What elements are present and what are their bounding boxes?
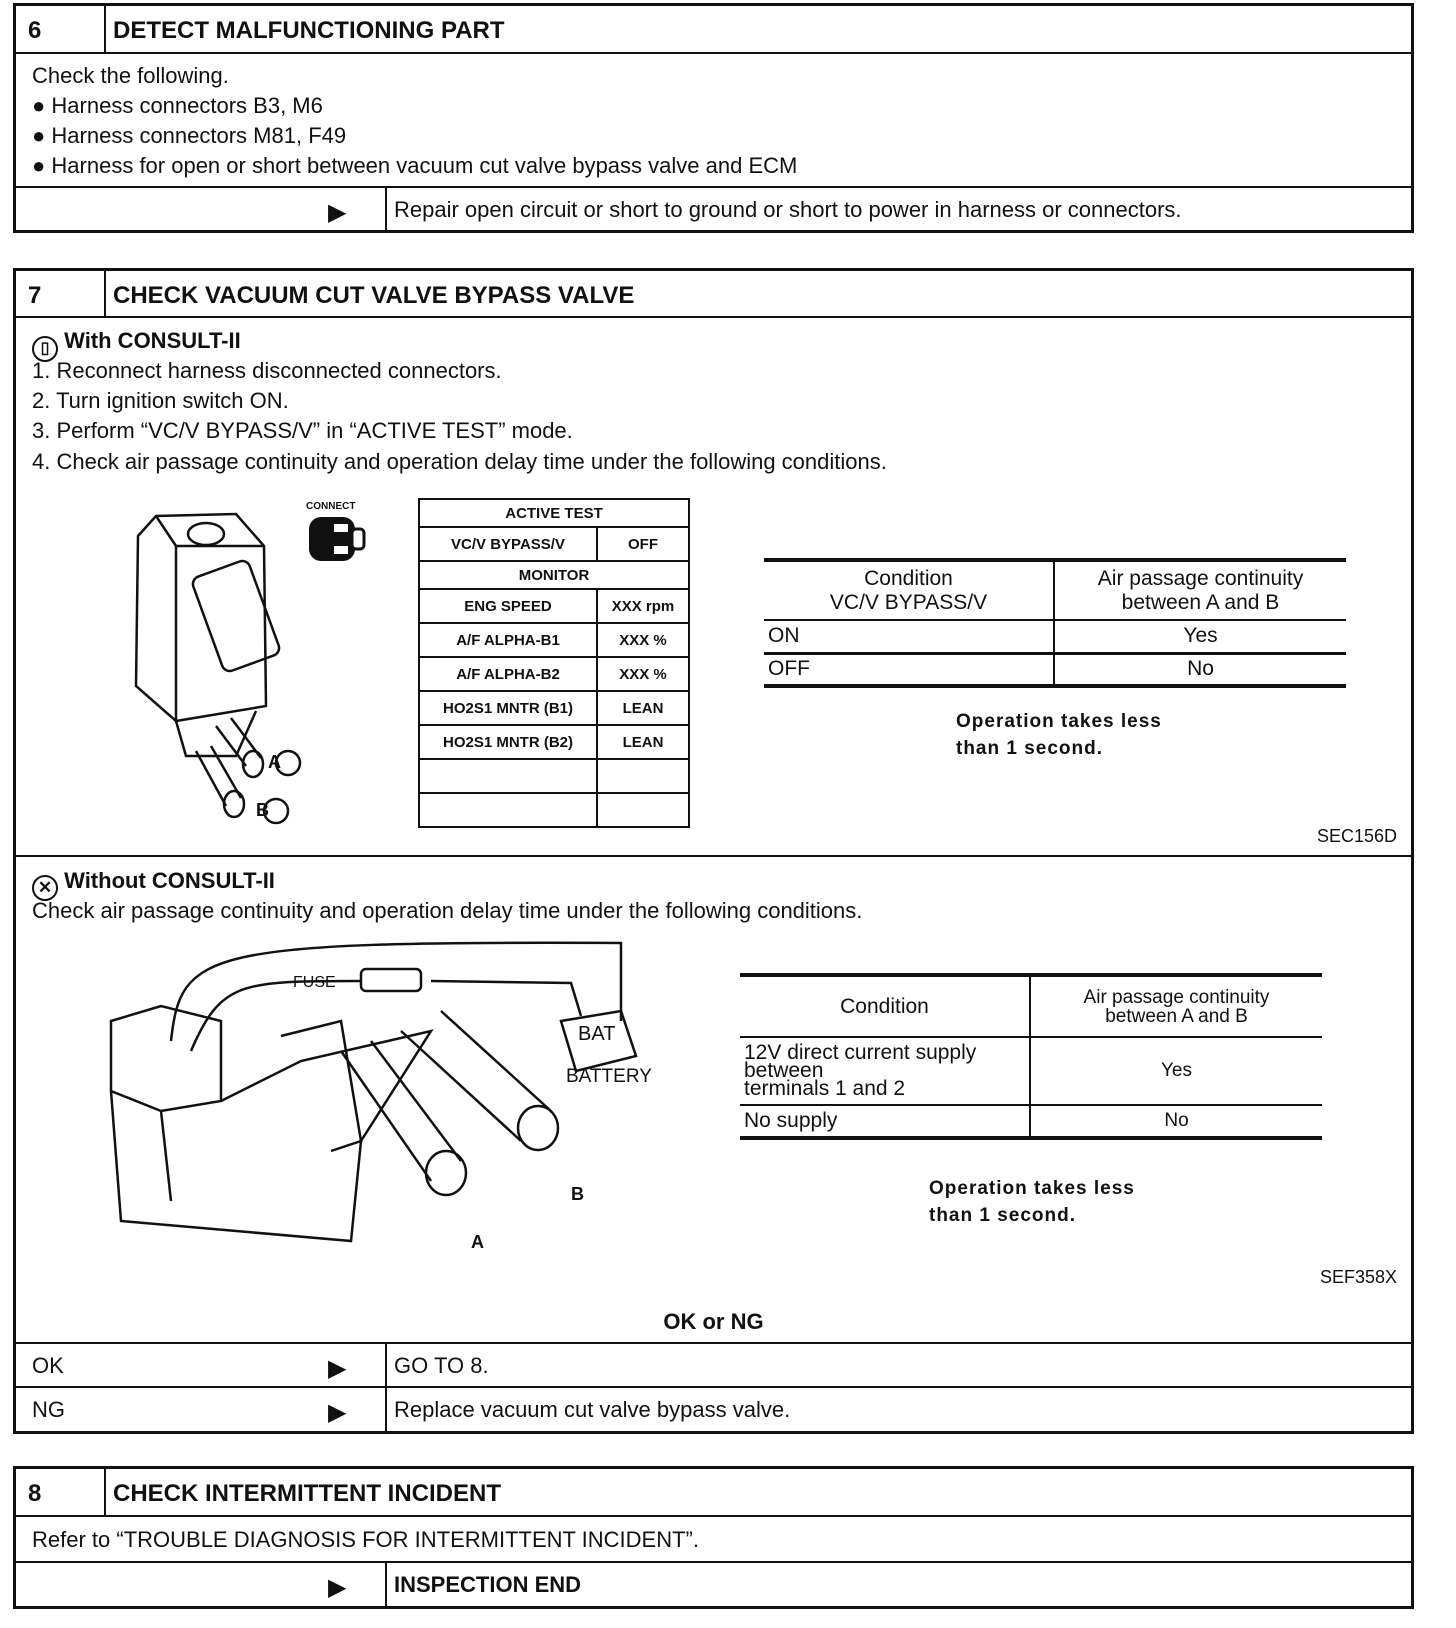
port-a-label: A [268,752,281,772]
monitor-row: HO2S1 MNTR (B2) LEAN [419,725,689,759]
header-continuity: Air passage continuity between A and B [1083,986,1270,1027]
ng-row [16,1386,1411,1431]
figure-id: SEF358X [1319,1267,1397,1287]
bullet-item: ● Harness connectors M81, F49 [32,123,347,148]
monitor-row: A/F ALPHA-B2 XXX % [419,657,689,691]
result-text: Repair open circuit or short to ground or short to power in harness or connectors. [394,197,1182,222]
no-consult-icon: ✕ [32,875,58,901]
divider [16,855,1411,857]
bullet-item: ● Harness for open or short between vacuum cut valve bypass valve and ECM [32,153,798,178]
continuity-table-consult [764,558,1346,688]
arrow-icon: ▶ [328,1399,347,1426]
step-number: 8 [28,1480,42,1507]
port-b-label: B [571,1184,584,1204]
monitor-row: HO2S1 MNTR (B1) LEAN [419,691,689,725]
monitor-row: A/F ALPHA-B1 XXX % [419,623,689,657]
step-item: 1. Reconnect harness disconnected connectors. [32,358,502,383]
bat-label: BAT [578,1023,616,1045]
step-7-header [16,271,1411,318]
battery-label: BATTERY [566,1066,652,1087]
header-condition: Condition [740,975,1030,1037]
test-item-value: OFF [597,527,689,561]
intro-text: Check the following. [32,63,229,88]
ng-result: Replace vacuum cut valve bypass valve. [394,1397,791,1422]
table-row: No supply No [740,1105,1322,1138]
valve-illustration [116,506,316,836]
without-consult-heading: ✕ Without CONSULT-II [32,868,275,901]
step-item: 3. Perform “VC/V BYPASS/V” in “ACTIVE TEST” mode. [32,418,573,443]
bullet-item: ● Harness connectors B3, M6 [32,93,323,118]
result-text: INSPECTION END [394,1572,582,1597]
active-test-table [418,498,690,828]
step-8-header [16,1469,1411,1517]
ok-row [16,1342,1411,1386]
without-text: Check air passage continuity and operation delay time under the following conditions. [32,898,863,923]
step-6-box [13,3,1414,233]
step-8-box [13,1466,1414,1609]
port-b-label: B [256,800,269,820]
fuse-label: FUSE [293,974,336,991]
step-item: 2. Turn ignition switch ON. [32,388,289,413]
step-number: 7 [28,282,42,309]
continuity-table-direct [740,973,1322,1140]
table-row: OFF No [764,653,1346,686]
ok-label: OK [32,1353,64,1378]
active-test-title: ACTIVE TEST [419,499,689,527]
step-7-box [13,268,1414,1434]
monitor-label: MONITOR [419,561,689,589]
note-line: Operation takes less [956,711,1162,732]
valve-battery-illustration [101,941,671,1271]
arrow-icon: ▶ [328,1574,347,1601]
header-condition: Condition VC/V BYPASS/V [764,560,1054,620]
consult-icon: ▯ [32,336,58,362]
test-item: VC/V BYPASS/V [419,527,597,561]
monitor-row: ENG SPEED XXX rpm [419,589,689,623]
ok-or-ng-label: OK or NG [663,1309,764,1334]
table-row: ON Yes [764,620,1346,653]
ok-result: GO TO 8. [394,1353,489,1378]
step-title: DETECT MALFUNCTIONING PART [113,17,505,44]
connect-label: CONNECT [306,501,356,512]
result-row [16,1561,1411,1606]
ng-label: NG [32,1397,65,1422]
header-continuity: Air passage continuity between A and B [1097,566,1304,614]
note-line: than 1 second. [929,1205,1077,1226]
table-row: 12V direct current supply between terminals 1 and 2 Yes [740,1037,1322,1105]
step-title: CHECK VACUUM CUT VALVE BYPASS VALVE [113,282,635,309]
port-a-label: A [471,1232,484,1252]
note-line: than 1 second. [956,738,1104,759]
arrow-icon: ▶ [328,1355,347,1382]
note-line: Operation takes less [929,1178,1135,1199]
step-number: 6 [28,17,42,44]
step-6-header [16,6,1411,54]
refer-text: Refer to “TROUBLE DIAGNOSIS FOR INTERMITTENT INCIDENT”. [32,1527,699,1552]
step-title: CHECK INTERMITTENT INCIDENT [113,1480,501,1507]
step-item: 4. Check air passage continuity and operation delay time under the following conditions. [32,449,887,474]
figure-id: SEC156D [1316,826,1397,846]
connect-icon [306,514,368,564]
with-consult-heading: ▯ With CONSULT-II [32,328,241,362]
arrow-icon: ▶ [328,199,347,226]
result-row [16,186,1411,230]
